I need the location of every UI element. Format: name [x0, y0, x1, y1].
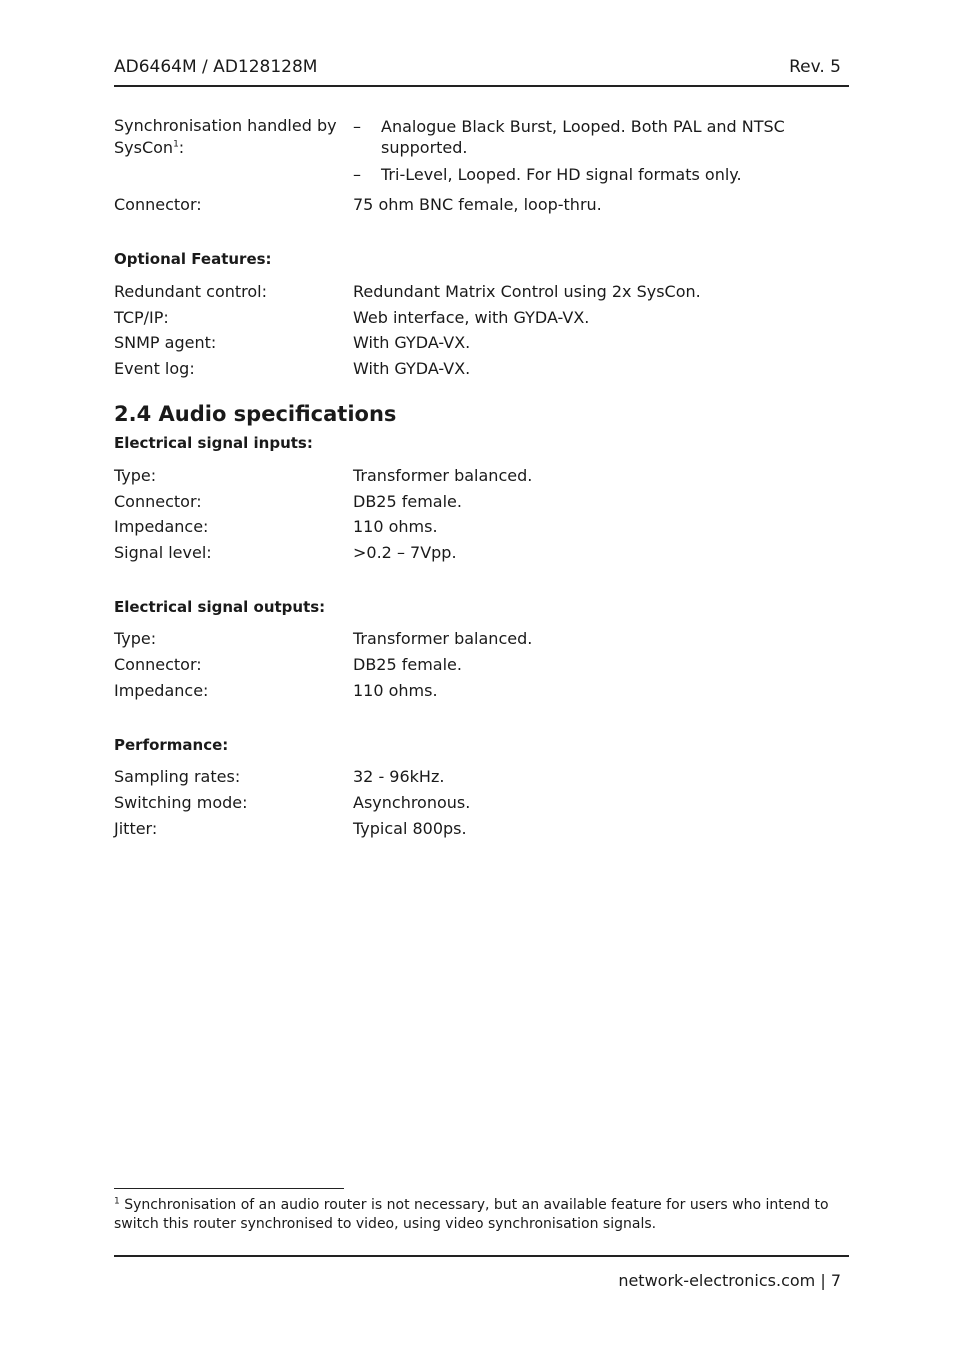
revision-label: Rev. 5 [789, 57, 841, 77]
footnote-marker: 1 [114, 1196, 120, 1207]
spec-value: DB25 female. [353, 655, 462, 674]
spec-label: Impedance: [114, 517, 209, 536]
spec-value: Asynchronous. [353, 793, 471, 812]
optional-features-heading: Optional Features: [114, 250, 272, 268]
spec-value: With GYDA-VX. [353, 333, 471, 352]
spec-value: 32 - 96kHz. [353, 767, 445, 786]
spec-value: Typical 800ps. [353, 819, 467, 838]
footer-divider [114, 1255, 849, 1257]
inputs-heading: Electrical signal inputs: [114, 434, 313, 452]
spec-value: DB25 female. [353, 492, 462, 511]
spec-label: Type: [114, 629, 157, 648]
spec-label: Connector: [114, 195, 202, 214]
spec-value: 110 ohms. [353, 517, 438, 536]
footnote-ref[interactable]: 1 [173, 139, 179, 150]
spec-label: Event log: [114, 359, 195, 378]
spec-label: Jitter: [114, 819, 158, 838]
spec-label: Type: [114, 466, 157, 485]
spec-value: >0.2 – 7Vpp. [353, 543, 457, 562]
spec-label: Switching mode: [114, 793, 248, 812]
spec-value: 110 ohms. [353, 681, 438, 700]
bullet-text: Tri-Level, Looped. For HD signal formats only. [381, 165, 742, 184]
section-title: 2.4 Audio specifications [114, 402, 397, 426]
document-title: AD6464M / AD128128M [114, 57, 318, 77]
spec-label: Connector: [114, 655, 202, 674]
performance-heading: Performance: [114, 736, 229, 754]
spec-label: Synchronisation handled by SysCon$^1$: [114, 116, 337, 157]
page-header [114, 57, 849, 87]
dash-icon: – [353, 117, 361, 136]
footnote-text: Synchronisation of an audio router is not necessary, but an available feature for users who intend to switch this router synchronised to video, using video synchronisation signals. [114, 1197, 829, 1232]
spec-value: Transformer balanced. [353, 629, 533, 648]
spec-value: Web interface, with GYDA-VX. [353, 308, 590, 327]
spec-value: 75 ohm BNC female, loop-thru. [353, 195, 602, 214]
spec-label: Redundant control: [114, 282, 267, 301]
spec-label: Connector: [114, 492, 202, 511]
spec-label: Impedance: [114, 681, 209, 700]
spec-value: With GYDA-VX. [353, 359, 471, 378]
page-footer: network-electronics.com | 7 [618, 1271, 841, 1290]
spec-value: Redundant Matrix Control using 2x SysCon. [353, 282, 701, 301]
footnote-divider [114, 1188, 344, 1189]
spec-label: Sampling rates: [114, 767, 241, 786]
spec-label: Signal level: [114, 543, 212, 562]
spec-label: SNMP agent: [114, 333, 217, 352]
spec-value: Transformer balanced. [353, 466, 533, 485]
bullet-text: Analogue Black Burst, Looped. Both PAL and NTSC supported. [381, 117, 785, 157]
footnote [114, 1196, 849, 1234]
dash-icon: – [353, 165, 361, 184]
outputs-heading: Electrical signal outputs: [114, 598, 326, 616]
spec-label: TCP/IP: [114, 308, 169, 327]
